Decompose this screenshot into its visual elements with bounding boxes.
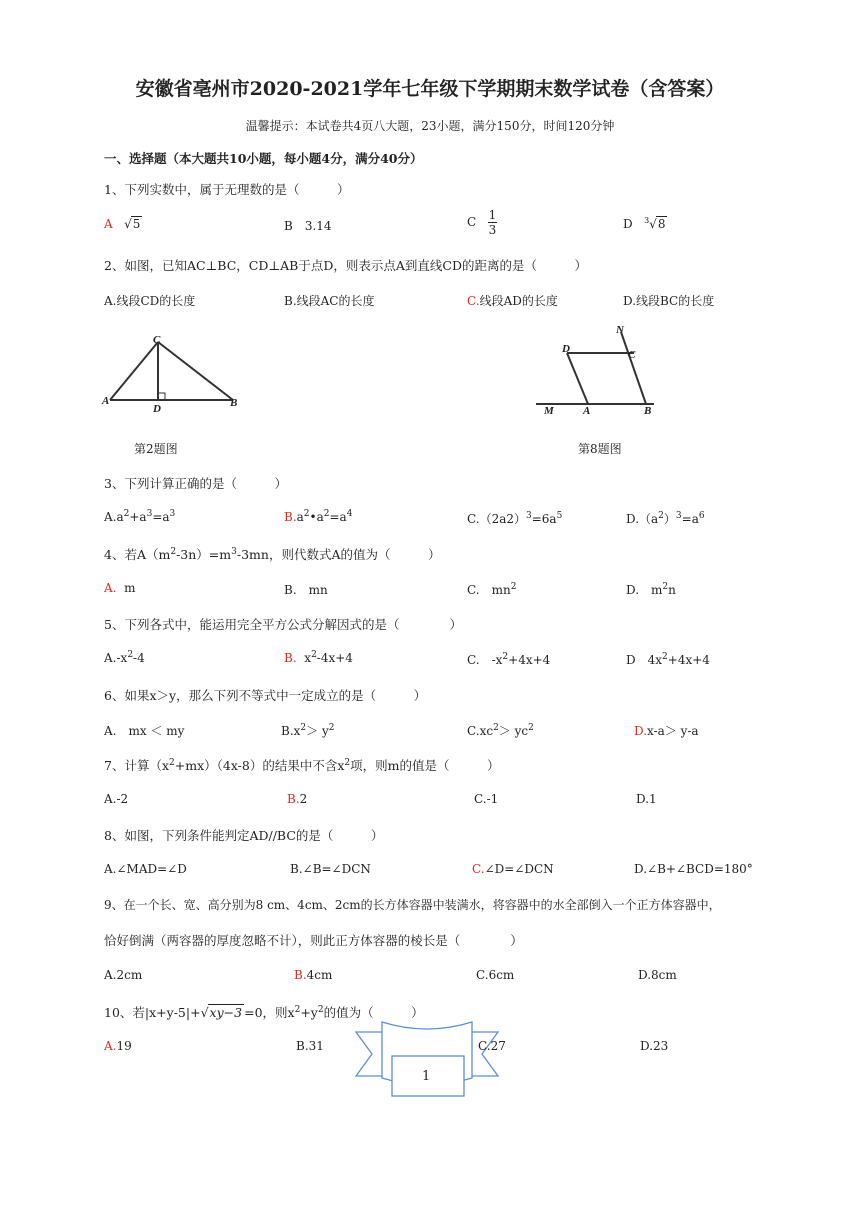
- q2-option-d: D.线段BC的长度: [623, 294, 715, 308]
- question-7-stem: [104, 756, 499, 774]
- answer-letter: C.: [472, 862, 485, 876]
- option-text: 4cm: [306, 968, 333, 982]
- option-text: ∠D=∠DCN: [484, 862, 554, 876]
- option-letter: C: [467, 215, 477, 229]
- fraction: [488, 208, 498, 237]
- text: C.xc: [467, 724, 494, 738]
- exponent: 2: [662, 652, 668, 662]
- answer-letter: A: [104, 217, 113, 231]
- q2-option-c: [467, 292, 558, 309]
- exponent: 3: [231, 547, 237, 557]
- question-3-stem: 3、下列计算正确的是（ ）: [104, 476, 287, 491]
- exponent: 2: [323, 509, 330, 519]
- exponent: 2: [127, 650, 134, 660]
- root-index: 3: [644, 216, 650, 225]
- answer-letter: B.: [294, 968, 307, 982]
- figure-q8-parallelogram: [536, 322, 666, 417]
- label-d: D: [562, 343, 570, 355]
- exam-tip: 温馨提示：本试卷共4页八大题，23小题，满分150分，时间120分钟: [245, 119, 615, 133]
- label-c: C: [153, 334, 161, 346]
- q10-option-c: C.27: [478, 1039, 506, 1053]
- page-title: 安徽省亳州市2020-2021学年七年级下学期期末数学试卷（含答案）: [135, 78, 725, 100]
- q4-option-b: B. mn: [284, 583, 328, 597]
- label-n: N: [616, 324, 624, 336]
- text: -3n）=m: [176, 547, 232, 562]
- exponent: 2: [344, 758, 351, 768]
- text: -4: [133, 651, 145, 665]
- question-10-stem: 10、若|x+y-5|+√xy−3 =0，则$x^2+y^2$的值为（ ）: [104, 1005, 424, 1020]
- question-2-stem: 2、如图，已知AC⊥BC，CD⊥AB于点D，则表示点A到直线CD的距离的是（ ）: [104, 258, 587, 273]
- exponent: 4: [346, 509, 353, 519]
- q3-option-b: [284, 510, 352, 524]
- q5-option-c: [467, 651, 550, 668]
- q2-option-a: A.线段CD的长度: [104, 294, 196, 308]
- text: 4、若A（m: [104, 547, 171, 562]
- answer-letter: B.: [287, 792, 300, 806]
- exponent: 3: [526, 511, 532, 521]
- option-text: m: [124, 581, 136, 595]
- text: A.a: [104, 510, 124, 524]
- text: -4x+4: [316, 651, 353, 665]
- q6-option-c: [467, 722, 534, 739]
- text: =0，则x: [244, 1005, 295, 1020]
- exponent: 2: [294, 1005, 301, 1015]
- text: -3mn，则代数式A的值为（ ）: [236, 547, 441, 562]
- q7-option-c: C.-1: [474, 792, 499, 806]
- exponent: 2: [300, 723, 307, 733]
- text: +4x+4: [508, 653, 551, 667]
- q4-option-a: [104, 581, 136, 595]
- answer-letter: C.: [467, 294, 480, 308]
- text: B.x: [281, 724, 301, 738]
- q6-option-a: A. mx ＜ my: [104, 724, 185, 738]
- exponent: 2: [502, 652, 509, 662]
- q3-option-d: [626, 510, 705, 527]
- figure-8-caption: 第8题图: [578, 442, 622, 456]
- exponent: 3: [146, 509, 153, 519]
- exponent: 6: [698, 511, 705, 521]
- exponent: 2: [493, 723, 499, 733]
- option-text: 2: [299, 792, 308, 806]
- q7-option-b: [287, 792, 307, 806]
- fraction-denominator: 3: [488, 223, 497, 237]
- page-number-ribbon: [352, 1018, 502, 1100]
- text: D.（a: [626, 512, 659, 526]
- q1-option-d: D $^3$√8: [623, 216, 666, 231]
- q8-option-d: D.∠B+∠BCD=180°: [634, 862, 753, 876]
- section-heading: 一、选择题（本大题共10小题，每小题4分，满分40分）: [104, 151, 423, 166]
- label-b: B: [230, 397, 238, 409]
- exponent: 2: [510, 582, 517, 592]
- radicand: 8: [657, 217, 666, 231]
- answer-letter: B.: [284, 651, 297, 665]
- exponent: 2: [123, 509, 130, 519]
- radicand: xy−3: [209, 1005, 243, 1020]
- exponent: 2: [311, 650, 317, 660]
- label-b: B: [644, 405, 652, 417]
- question-9-stem-line-2: 恰好倒满（两容器的厚度忽略不计），则此正方体容器的棱长是（ ）: [104, 933, 523, 948]
- exponent: 2: [170, 547, 177, 557]
- text: +mx）（4x-8）的结果中不含x: [174, 758, 345, 773]
- q3-option-c: [467, 510, 562, 527]
- radicand: 5: [132, 217, 141, 231]
- answer-letter: A.: [104, 1039, 117, 1053]
- text: =a: [681, 512, 699, 526]
- text: +a: [129, 510, 147, 524]
- text: n: [668, 583, 676, 597]
- option-letter: D: [623, 217, 633, 231]
- text: 项，则m的值是（ ）: [350, 758, 500, 773]
- q1-option-a: A √5: [104, 217, 141, 231]
- q3-option-a: [104, 510, 175, 524]
- answer-letter: D.: [634, 724, 648, 738]
- q4-option-c: [467, 581, 516, 598]
- text: ＞ y: [306, 724, 329, 738]
- q4-option-d: [626, 581, 676, 598]
- q9-option-d: D.8cm: [638, 968, 677, 982]
- q5-option-a: [104, 651, 145, 665]
- question-1-stem: 1、下列实数中，属于无理数的是（ ）: [104, 182, 350, 197]
- text: =a: [329, 510, 347, 524]
- exponent: 5: [556, 511, 563, 521]
- q6-option-b: [281, 722, 334, 739]
- exponent: 2: [317, 1005, 324, 1015]
- text: A.-x: [104, 651, 128, 665]
- answer-letter: B.: [284, 510, 297, 524]
- text: =6a: [531, 512, 557, 526]
- q8-option-b: B.∠B=∠DCN: [290, 862, 371, 876]
- text: ＞ yc: [498, 724, 529, 738]
- figure-2-caption: 第2题图: [134, 442, 178, 456]
- option-text: 19: [116, 1039, 132, 1053]
- exponent: 3: [675, 511, 682, 521]
- q1-option-c: [467, 208, 497, 237]
- label-m: M: [544, 405, 554, 417]
- q10-option-b: B.31: [296, 1039, 324, 1053]
- fraction-numerator: 1: [488, 208, 497, 222]
- q9-option-c: C.6cm: [476, 968, 515, 982]
- text: +4x+4: [667, 653, 710, 667]
- q8-option-a: A.∠MAD=∠D: [104, 862, 187, 876]
- exponent: 3: [169, 509, 176, 519]
- q6-option-d: [634, 722, 699, 739]
- text: +y: [300, 1005, 318, 1020]
- page-number: 1: [422, 1069, 431, 1084]
- text: ）: [663, 512, 676, 526]
- question-4-stem: [104, 545, 440, 563]
- q9-option-b: [294, 968, 332, 982]
- q10-option-d: D.23: [640, 1039, 669, 1053]
- q5-option-d: [626, 651, 710, 668]
- text: =a: [152, 510, 170, 524]
- q9-option-a: A.2cm: [104, 968, 143, 982]
- text: a: [296, 510, 304, 524]
- question-8-stem: 8、如图，下列条件能判定AD//BC的是（ ）: [104, 828, 384, 843]
- text: x: [304, 651, 312, 665]
- q2-option-b: B.线段AC的长度: [284, 294, 375, 308]
- text: 10、若|x+y-5|+: [104, 1005, 201, 1020]
- label-d: D: [153, 403, 161, 415]
- text: D. m: [626, 583, 663, 597]
- text: •a: [309, 510, 324, 524]
- q7-option-d: D.1: [636, 792, 657, 806]
- label-a: A: [583, 405, 591, 417]
- text: 7、计算（x: [104, 758, 170, 773]
- option-text: 线段AD的长度: [479, 294, 558, 308]
- exponent: 2: [169, 758, 175, 768]
- exponent: 2: [328, 723, 335, 733]
- q7-option-a: A.-2: [104, 792, 129, 806]
- exponent: 2: [658, 511, 664, 521]
- question-9-stem-line-1: 9、在一个长、宽、高分别为8 cm、4cm、2cm的长方体容器中装满水，将容器中的水全部倒入一个正方体容器中，: [104, 898, 721, 912]
- exponent: 2: [528, 723, 534, 733]
- text: C. -x: [467, 653, 503, 667]
- label-a: A: [102, 395, 110, 407]
- q1-option-b: B 3.14: [284, 219, 332, 233]
- q8-option-c: [472, 862, 554, 876]
- question-6-stem: 6、如果x＞y，那么下列不等式中一定成立的是（ ）: [104, 688, 427, 703]
- exponent: 2: [662, 582, 669, 592]
- text: C. mn: [467, 583, 511, 597]
- figure-q2-triangle: [100, 330, 250, 415]
- question-5-stem: 5、下列各式中，能运用完全平方公式分解因式的是（ ）: [104, 617, 462, 632]
- answer-letter: A.: [104, 581, 117, 595]
- q10-option-a: [104, 1039, 132, 1053]
- text: 的值为（ ）: [323, 1005, 424, 1020]
- exponent: 2: [303, 509, 310, 519]
- text: D 4x: [626, 653, 663, 667]
- q5-option-b: [284, 651, 353, 665]
- option-text: x-a＞ y-a: [647, 724, 699, 738]
- label-c: C: [628, 349, 636, 361]
- text: C.（2a2）: [467, 512, 526, 526]
